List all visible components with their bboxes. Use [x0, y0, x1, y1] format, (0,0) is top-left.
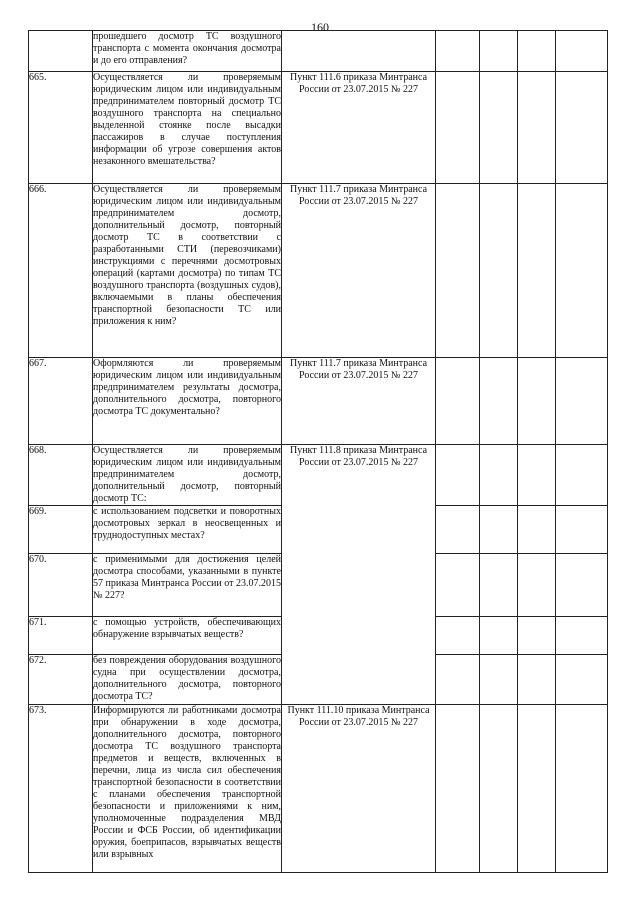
- answer-yes-cell: [436, 705, 480, 873]
- row-number: 673.: [29, 705, 93, 873]
- answer-no-cell: [480, 705, 518, 873]
- answer-yes-cell: [436, 184, 480, 358]
- table-row: [29, 705, 608, 873]
- answer-na-cell: [518, 506, 556, 554]
- answer-no-cell: [480, 617, 518, 655]
- answer-na-cell: [518, 358, 556, 445]
- legal-reference: Пункт 111.7 приказа Минтранса России от 23.07.2015 № 227: [282, 184, 436, 358]
- question-text: прошедшего досмотр ТС воздушного транспорта с момента окончания досмотра и до его отправления?: [93, 31, 282, 72]
- row-number: 671.: [29, 617, 93, 655]
- answer-yes-cell: [436, 72, 480, 184]
- question-text: Осуществляется ли проверяемым юридическим лицом или индивидуальным предпринимателем повторный досмотр ТС воздушного транспорта на специально выделенной стоянке после высадки пассажиров в случае поступления информации об угрозе совершения актов незаконного вмешательства?: [93, 72, 282, 184]
- legal-reference: Пункт 111.7 приказа Минтранса России от 23.07.2015 № 227: [282, 358, 436, 445]
- row-number: [29, 31, 93, 72]
- answer-no-cell: [480, 184, 518, 358]
- answer-na-cell: [518, 655, 556, 705]
- question-text: Осуществляется ли проверяемым юридическим лицом или индивидуальным предпринимателем досмотр, дополнительный досмотр, повторный досмотр ТС:: [93, 445, 281, 504]
- row-number: 667.: [29, 358, 93, 445]
- checklist-table: [28, 30, 608, 873]
- question-text: с применимыми для достижения целей досмотра способами, указанными в пункте 57 приказа Минтранса России от 23.07.2015 № 227?: [93, 554, 282, 617]
- row-number: 672.: [29, 655, 93, 705]
- legal-reference: Пункт 111.8 приказа Минтранса России от 23.07.2015 № 227: [282, 445, 436, 705]
- answer-yes-cell: [436, 506, 480, 554]
- row-number: 670.: [29, 554, 93, 617]
- row-number: 666.: [29, 184, 93, 358]
- table-row: [29, 184, 608, 358]
- table-row: [29, 358, 608, 445]
- answer-no-cell: [480, 72, 518, 184]
- answer-na-cell: [518, 554, 556, 617]
- remark-cell: [556, 31, 608, 72]
- remark-cell: [556, 617, 608, 655]
- question-text: с помощью устройств, обеспечивающих обнаружение взрывчатых веществ?: [93, 617, 282, 655]
- remark-cell: [556, 705, 608, 873]
- answer-yes-cell: [436, 617, 480, 655]
- answer-no-cell: [480, 506, 518, 554]
- remark-cell: [556, 72, 608, 184]
- answer-yes-cell: [436, 445, 480, 506]
- remark-cell: [556, 506, 608, 554]
- answer-yes-cell: [436, 554, 480, 617]
- question-text: Оформляются ли проверяемым юридическим лицом или индивидуальным предпринимателем результаты досмотра, дополнительного досмотра, повторного досмотра ТС документально?: [93, 358, 282, 445]
- legal-reference: Пункт 111.6 приказа Минтранса России от 23.07.2015 № 227: [282, 72, 436, 184]
- answer-no-cell: [480, 445, 518, 506]
- answer-na-cell: [518, 72, 556, 184]
- answer-na-cell: [518, 31, 556, 72]
- answer-no-cell: [480, 358, 518, 445]
- page-number: 160: [311, 20, 329, 34]
- remark-cell: [556, 554, 608, 617]
- answer-yes-cell: [436, 31, 480, 72]
- question-text: Информируются ли работниками досмотра при обнаружении в ходе досмотра, дополнительного досмотра, повторного досмотра ТС воздушного транспорта предметов и веществ, включенных в перечни, лица из числа сил обеспечения транспортной безопасности в соответствии с планами обеспечения транспортной безопасности и приложениями к ним, уполномоченные подразделения МВД России и ФСБ России, об идентификации оружия, боеприпасов, взрывчатых веществ или взрывных: [93, 705, 282, 873]
- row-number: 669.: [29, 506, 93, 554]
- answer-no-cell: [480, 554, 518, 617]
- answer-no-cell: [480, 655, 518, 705]
- legal-reference: [282, 31, 436, 72]
- table-row: [29, 72, 608, 184]
- question-text: с использованием подсветки и поворотных досмотровых зеркал в неосвещенных и труднодоступных местах?: [93, 506, 282, 554]
- answer-yes-cell: [436, 358, 480, 445]
- answer-yes-cell: [436, 655, 480, 705]
- legal-reference: Пункт 111.10 приказа Минтранса России от 23.07.2015 № 227: [282, 705, 436, 873]
- answer-na-cell: [518, 617, 556, 655]
- remark-cell: [556, 184, 608, 358]
- question-text: без повреждения оборудования воздушного судна при осуществлении досмотра, дополнительного досмотра, повторного досмотра ТС?: [93, 655, 282, 705]
- table-row: [29, 31, 608, 72]
- question-text: Осуществляется ли проверяемым юридическим лицом или индивидуальным предпринимателем досмотр, дополнительный досмотр, повторный досмотр ТС в соответствии с разработанными СТИ (перевозчиками) инструкциями с перечнями досмотровых операций (картами досмотра) по типам ТС воздушного транспорта (воздушных судов), включаемыми в планы обеспечения транспортной безопасности ТС или приложения к ним?: [93, 184, 282, 358]
- remark-cell: [556, 655, 608, 705]
- answer-na-cell: [518, 705, 556, 873]
- answer-no-cell: [480, 31, 518, 72]
- row-number: 665.: [29, 72, 93, 184]
- answer-na-cell: [518, 184, 556, 358]
- row-number: 668.: [29, 445, 93, 506]
- table-row: [29, 445, 608, 506]
- answer-na-cell: [518, 445, 556, 506]
- remark-cell: [556, 358, 608, 445]
- remark-cell: [556, 445, 608, 506]
